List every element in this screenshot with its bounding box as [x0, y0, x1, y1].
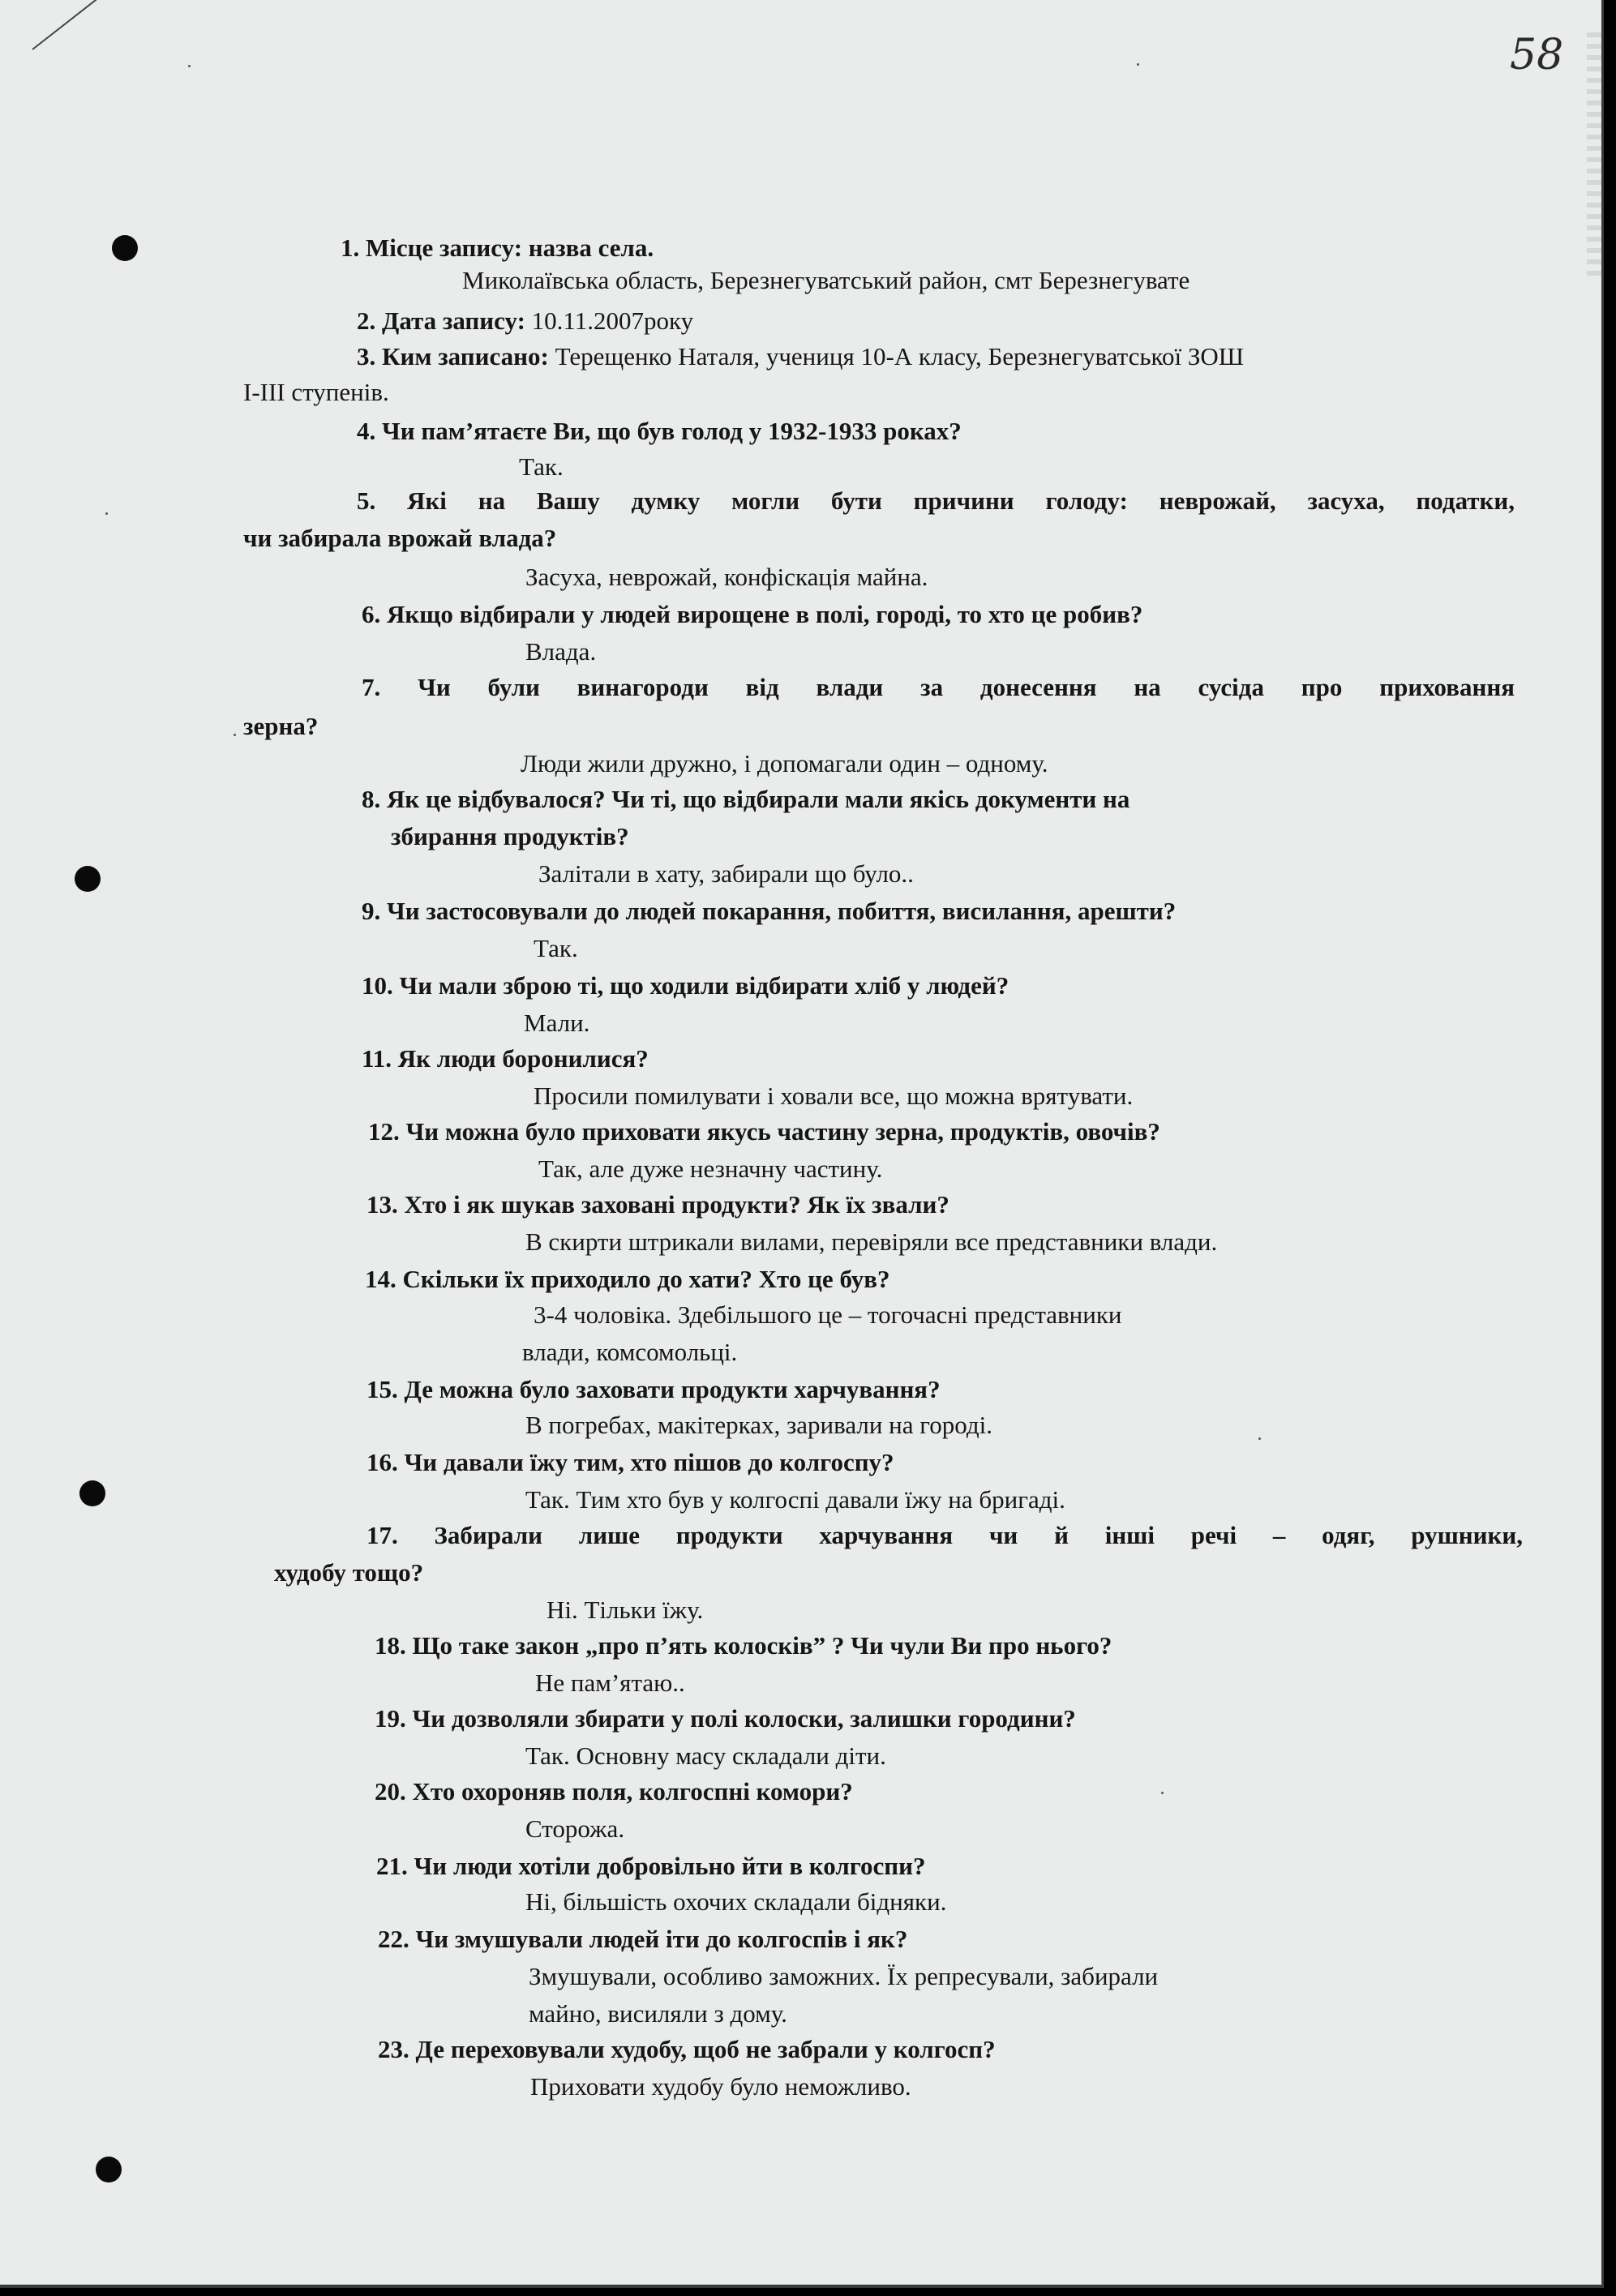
q3-line	[357, 341, 1244, 373]
answer-text: Люди жили дружно, і допомагали один – одному.	[521, 749, 1048, 777]
question-text-cont: збирання продуктів?	[391, 822, 629, 850]
scan-speck	[105, 512, 108, 515]
question-text: 4. Чи пам’ятаєте Ви, що був голод у 1932-1933 роках?	[357, 417, 962, 445]
page-number: 58	[1510, 31, 1564, 79]
answer-text: Ні, більшість охочих складали бідняки.	[525, 1887, 947, 1916]
answer-text: Так.	[519, 452, 564, 481]
answer-text: Так, але дуже незначну частину.	[538, 1154, 883, 1183]
question-text: 18. Що таке закон „про п’ять колосків” ? Чи чули Ви про нього?	[375, 1631, 1112, 1660]
answer-text: Не пам’ятаю..	[535, 1668, 685, 1697]
question-text: 10. Чи мали зброю ті, що ходили відбирати хліб у людей?	[362, 971, 1009, 1000]
scan-speck	[1258, 1437, 1261, 1440]
answer-text: 3-4 чоловіка. Здебільшого це – тогочасні представники	[534, 1300, 1122, 1329]
scan-speck	[1137, 63, 1139, 66]
answer-text-cont: майно, висиляли з дому.	[529, 1999, 787, 2028]
question-text: 22. Чи змушували людей іти до колгоспів і як?	[378, 1925, 908, 1953]
answer-text: Влада.	[525, 637, 597, 666]
q1-answer: Миколаївська область, Березнегуватський район, смт Березнегувате	[462, 266, 1190, 294]
question-text: 5. Які на Вашу думку могли бути причини голоду: неврожай, засуха, податки,	[357, 486, 1515, 515]
question-text: 17. Забирали лише продукти харчування чи й інші речі – одяг, рушники,	[366, 1521, 1523, 1549]
question-text: 15. Де можна було заховати продукти харчування?	[366, 1375, 941, 1403]
answer-text: Сторожа.	[525, 1814, 625, 1843]
answer-text: Так. Основну масу складали діти.	[525, 1741, 886, 1770]
pen-stroke-mark	[32, 0, 128, 50]
q3-label: 3. Ким записано:	[357, 342, 549, 371]
question-text: 12. Чи можна було приховати якусь частину зерна, продуктів, овочів?	[368, 1117, 1160, 1146]
binder-hole-1	[112, 235, 138, 261]
answer-text: Ні. Тільки їжу.	[547, 1596, 704, 1624]
answer-text: В скирти штрикали вилами, перевіряли все представники влади.	[525, 1227, 1218, 1256]
answer-text: Просили помилувати і ховали все, що можна врятувати.	[534, 1082, 1134, 1110]
answer-text: Так. Тим хто був у колгоспі давали їжу на бригаді.	[525, 1485, 1065, 1514]
question-text: 6. Якщо відбирали у людей вирощене в полі, городі, то хто це робив?	[362, 600, 1143, 628]
binder-hole-4	[96, 2157, 122, 2182]
question-text: 13. Хто і як шукав заховані продукти? Як їх звали?	[366, 1190, 949, 1219]
question-text: 7. Чи були винагороди від влади за донесення на сусіда про приховання	[362, 673, 1515, 701]
question-text: 11. Як люди боронилися?	[362, 1044, 649, 1073]
question-text-cont: чи забирала врожай влада?	[243, 524, 557, 552]
question-text: 20. Хто охороняв поля, колгоспні комори?	[375, 1777, 853, 1806]
answer-text: Приховати худобу було неможливо.	[530, 2072, 911, 2101]
answer-text: В погребах, макітерках, заривали на городі.	[525, 1411, 992, 1439]
scan-speck	[188, 65, 191, 67]
q3-continuation: І-ІІІ ступенів.	[243, 378, 389, 406]
question-text-cont: зерна?	[243, 712, 319, 740]
answer-text: Мали.	[524, 1009, 590, 1037]
scan-edge-shadow	[1587, 32, 1601, 276]
scan-speck	[234, 734, 236, 736]
question-text: 23. Де переховували худобу, щоб не забрали у колгосп?	[378, 2035, 996, 2063]
binder-hole-3	[79, 1480, 105, 1506]
answer-text-cont: влади, комсомольці.	[522, 1338, 738, 1366]
question-text: 8. Як це відбувалося? Чи ті, що відбирали мали якісь документи на	[362, 785, 1130, 813]
question-text: 16. Чи давали їжу тим, хто пішов до колгоспу?	[366, 1448, 894, 1476]
q3-value: Терещенко Наталя, учениця 10-А класу, Березнегуватської ЗОШ	[555, 342, 1245, 371]
q2-label: 2. Дата запису:	[357, 306, 525, 335]
question-text: 9. Чи застосовували до людей покарання, побиття, висилання, арешти?	[362, 897, 1177, 925]
q1-label: 1. Місце запису: назва села.	[341, 233, 654, 262]
question-text-cont: худобу тощо?	[274, 1558, 424, 1587]
question-text: 21. Чи люди хотіли добровільно йти в колгоспи?	[376, 1852, 926, 1880]
q2-line	[357, 305, 693, 337]
binder-hole-2	[75, 866, 101, 892]
answer-text: Засуха, неврожай, конфіскація майна.	[525, 563, 928, 591]
answer-text: Змушували, особливо заможних. Їх репресували, забирали	[529, 1962, 1159, 1990]
q2-value: 10.11.2007року	[531, 306, 694, 335]
scan-speck	[1161, 1792, 1164, 1794]
answer-text: Залітали в хату, забирали що було..	[538, 859, 914, 888]
question-text: 14. Скільки їх приходило до хати? Хто це був?	[365, 1265, 890, 1293]
answer-text: Так.	[534, 934, 578, 962]
question-text: 19. Чи дозволяли збирати у полі колоски, залишки городини?	[375, 1704, 1076, 1733]
